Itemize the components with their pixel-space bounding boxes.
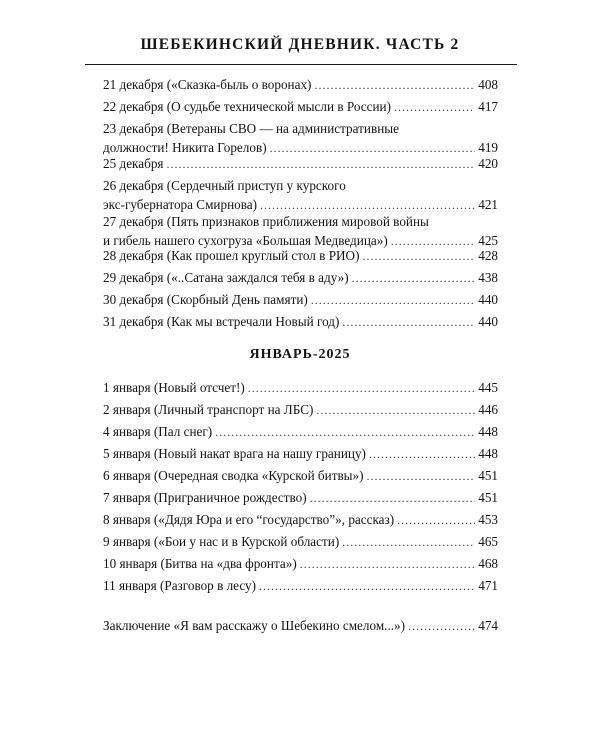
page-number: 408 bbox=[478, 77, 498, 92]
page-number: 445 bbox=[478, 380, 498, 395]
page-number: 428 bbox=[478, 248, 498, 263]
entry-title: 27 декабря (Пять признаков приближения мировой войны bbox=[103, 214, 429, 229]
entry-title-continued: и гибель нашего сухогруза «Большая Медведица») bbox=[103, 233, 388, 248]
toc-entry bbox=[103, 268, 498, 288]
entry-title: 10 января (Битва на «два фронта») bbox=[103, 556, 297, 571]
toc-entry bbox=[103, 554, 498, 574]
leader-dots bbox=[342, 533, 475, 552]
entry-title: Заключение «Я вам расскажу о Шебекино смелом...») bbox=[103, 618, 406, 633]
leader-dots bbox=[367, 467, 476, 486]
leader-dots bbox=[352, 269, 476, 288]
page-number: 420 bbox=[478, 156, 498, 171]
toc-entry bbox=[103, 75, 498, 95]
leader-dots bbox=[310, 489, 476, 508]
page-number: 448 bbox=[478, 424, 498, 439]
entry-title: 9 января («Бои у нас и в Курской области) bbox=[103, 534, 340, 549]
entry-title: 5 января (Новый накат врага на нашу границу) bbox=[103, 446, 366, 461]
page-number: 451 bbox=[478, 468, 498, 483]
entry-title: 30 декабря (Скорбный День памяти) bbox=[103, 292, 308, 307]
entry-title: 4 января (Пал снег) bbox=[103, 424, 213, 439]
page-number: 425 bbox=[478, 233, 498, 248]
toc-entry bbox=[103, 488, 498, 508]
entry-title: 8 января («Дядя Юра и его “государство”», рассказ) bbox=[103, 512, 395, 527]
page-number: 448 bbox=[478, 446, 498, 461]
leader-dots bbox=[408, 617, 475, 636]
toc-entry bbox=[103, 532, 498, 552]
toc-entry bbox=[103, 378, 498, 398]
page-number: 465 bbox=[478, 534, 498, 549]
page-number: 419 bbox=[478, 140, 498, 155]
toc-entry bbox=[103, 400, 498, 420]
entry-title-continued: экс-губернатора Смирнова) bbox=[103, 197, 258, 212]
toc-entry bbox=[103, 97, 498, 117]
running-header: ШЕБЕКИНСКИЙ ДНЕВНИК. ЧАСТЬ 2 bbox=[140, 36, 460, 53]
toc-entry bbox=[103, 466, 498, 486]
page-number: 438 bbox=[478, 270, 498, 285]
page-number: 440 bbox=[478, 292, 498, 307]
entry-title: 7 января (Приграничное рождество) bbox=[103, 490, 307, 505]
leader-dots bbox=[311, 291, 475, 310]
entry-title: 1 января (Новый отсчет!) bbox=[103, 380, 245, 395]
leader-dots bbox=[369, 445, 475, 464]
section-heading: ЯНВАРЬ-2025 bbox=[249, 347, 351, 362]
leader-dots bbox=[316, 401, 475, 420]
entry-title-continued: должности! Никита Горелов) bbox=[103, 140, 267, 155]
leader-dots bbox=[342, 313, 475, 332]
toc-entry bbox=[103, 290, 498, 310]
toc-entry bbox=[103, 176, 498, 215]
page-number: 417 bbox=[478, 99, 498, 114]
entry-title: 29 декабря («..Сатана заждался тебя в аду») bbox=[103, 270, 349, 285]
page-number: 453 bbox=[478, 512, 498, 527]
entry-title: 22 декабря (О судьбе технической мысли в России) bbox=[103, 99, 391, 114]
leader-dots bbox=[248, 379, 475, 398]
leader-dots bbox=[314, 76, 475, 95]
entry-title: 11 января (Разговор в лесу) bbox=[103, 578, 257, 593]
entry-title: 31 декабря (Как мы встречали Новый год) bbox=[103, 314, 340, 329]
page-number: 468 bbox=[478, 556, 498, 571]
page-number: 421 bbox=[478, 197, 498, 212]
toc-entry bbox=[103, 510, 498, 530]
toc-entry bbox=[103, 312, 498, 332]
leader-dots bbox=[166, 155, 475, 174]
leader-dots bbox=[394, 98, 475, 117]
toc-entry-conclusion bbox=[103, 616, 498, 636]
page-number: 446 bbox=[478, 402, 498, 417]
leader-dots bbox=[362, 247, 475, 266]
entry-title: 21 декабря («Сказка-быль о воронах) bbox=[103, 77, 312, 92]
entry-title: 6 января (Очередная сводка «Курской битвы») bbox=[103, 468, 364, 483]
toc-entry bbox=[103, 422, 498, 442]
leader-dots bbox=[397, 511, 475, 530]
entry-title: 2 января (Личный транспорт на ЛБС) bbox=[103, 402, 314, 417]
toc-entry bbox=[103, 154, 498, 174]
toc-entry bbox=[103, 444, 498, 464]
leader-dots bbox=[215, 423, 475, 442]
entry-title: 28 декабря (Как прошел круглый стол в РИО) bbox=[103, 248, 360, 263]
page-number: 474 bbox=[478, 618, 498, 633]
entry-title: 23 декабря (Ветераны СВО — на административные bbox=[103, 121, 399, 136]
page-number: 471 bbox=[478, 578, 498, 593]
toc-entry bbox=[103, 119, 498, 158]
entry-title: 26 декабря (Сердечный приступ у курского bbox=[103, 178, 346, 193]
toc-entry bbox=[103, 246, 498, 266]
leader-dots bbox=[259, 577, 475, 596]
entry-title: 25 декабря bbox=[103, 156, 164, 171]
leader-dots bbox=[300, 555, 475, 574]
page-number: 451 bbox=[478, 490, 498, 505]
toc-entry bbox=[103, 576, 498, 596]
page-number: 440 bbox=[478, 314, 498, 329]
